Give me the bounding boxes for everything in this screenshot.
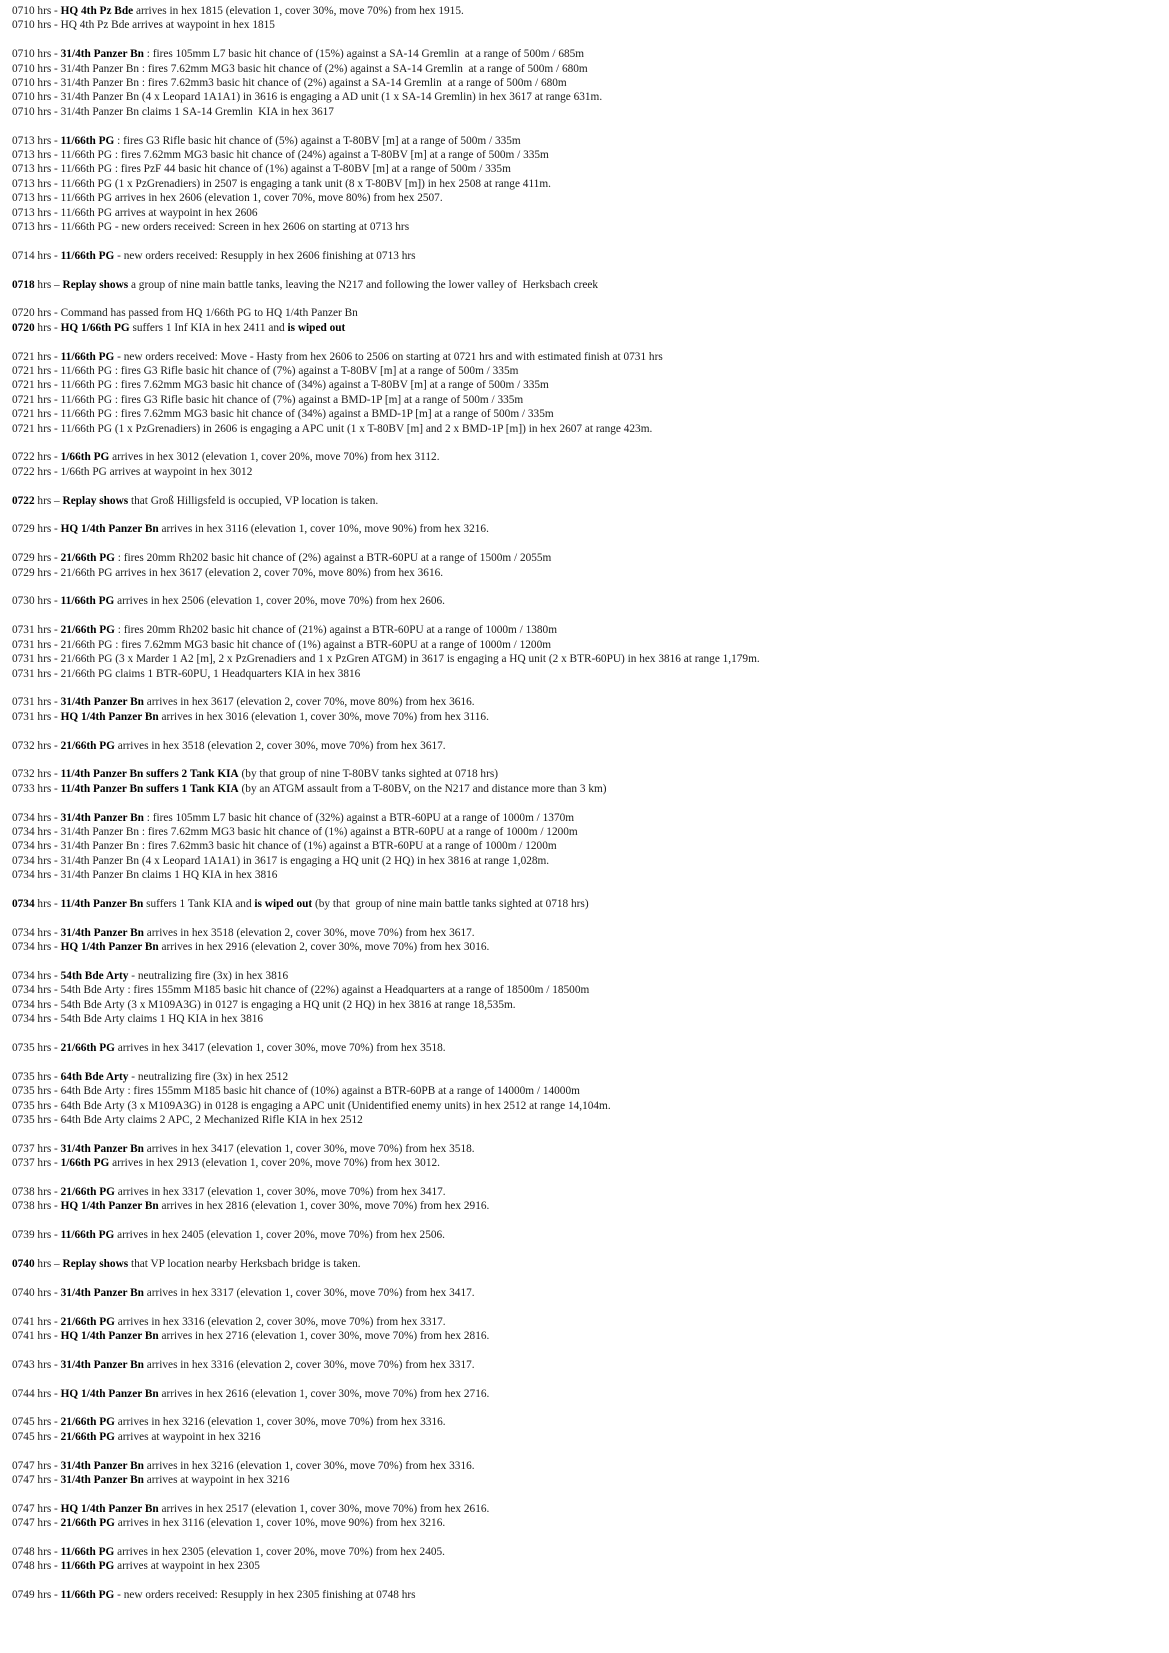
log-emphasis: HQ 1/66th PG [60,321,130,334]
log-entry-group [12,1041,1162,1055]
log-emphasis: 64th Bde Arty [60,1070,129,1083]
log-text: 0743 hrs - [12,1358,61,1371]
log-line [12,710,1162,724]
log-text: 0747 hrs - [12,1473,61,1486]
log-emphasis: 11/4th Panzer Bn suffers 1 Tank KIA [60,782,239,795]
log-line [12,623,1162,637]
log-text: 0740 hrs - [12,1286,61,1299]
log-entry-group [12,1257,1162,1271]
log-line [12,1228,1162,1242]
log-entry-group [12,969,1162,1027]
log-text: 0710 hrs - 31/4th Panzer Bn : fires 7.62mm MG3 basic hit chance of (2%) against a SA-14 Gremlin at a range of 500m / 680m [12,62,588,75]
log-text: suffers 1 Inf KIA in hex 2411 and [129,321,288,334]
log-text: 0720 hrs - Command has passed from HQ 1/66th PG to HQ 1/4th Panzer Bn [12,307,358,320]
log-text: 0741 hrs - [12,1329,61,1342]
log-entry-group [12,1185,1162,1214]
log-text: 0734 hrs - 31/4th Panzer Bn : fires 7.62mm MG3 basic hit chance of (1%) against a BTR-60PU at a range of 1000m / 1200m [12,825,578,838]
log-text: 0722 hrs - 1/66th PG arrives at waypoint in hex 3012 [12,465,253,478]
log-text: : fires 20mm Rh202 basic hit chance of (2%) against a BTR-60PU at a range of 1500m / 2055m [114,552,552,565]
log-entry-group [12,551,1162,580]
log-line [12,350,1162,364]
log-text: 0739 hrs - [12,1229,61,1242]
log-entry-group [12,134,1162,235]
log-text: - new orders received: Move - Hasty from hex 2606 to 2506 on starting at 0721 hrs and with estimated finish at 0731 hrs [114,350,663,363]
log-line [12,278,1162,292]
log-text: 0738 hrs - [12,1185,61,1198]
log-emphasis: 11/4th Panzer Bn [60,897,144,910]
log-emphasis: 31/4th Panzer Bn [60,1473,144,1486]
log-text: arrives at waypoint in hex 2305 [114,1560,260,1573]
log-line [12,162,1162,176]
log-line [12,90,1162,104]
log-text: : fires 105mm L7 basic hit chance of (32%) against a BTR-60PU at a range of 1000m / 1370m [143,811,575,824]
log-text: 0731 hrs - 21/66th PG (3 x Marder 1 A2 [m], 2 x PzGrenadiers and 1 x PzGren ATGM) in 3617 is engaging a HQ unit (2 x BTR-60PU) in hex 3816 at range 1,179m. [12,653,760,666]
log-text: 0730 hrs - [12,595,61,608]
log-line [12,422,1162,436]
log-emphasis: 31/4th Panzer Bn [60,1142,144,1155]
log-emphasis: 54th Bde Arty [60,969,129,982]
log-text: 0734 hrs - 31/4th Panzer Bn (4 x Leopard 1A1A1) in 3617 is engaging a HQ unit (2 HQ) in hex 3816 at range 1,028m. [12,854,550,867]
log-text: 0722 hrs - [12,451,61,464]
log-line [12,321,1162,335]
log-line [12,1257,1162,1271]
log-emphasis: 21/66th PG [60,1430,115,1443]
log-entry-group [12,4,1162,33]
log-text: 0713 hrs - 11/66th PG arrives at waypoint in hex 2606 [12,206,258,219]
log-text: 0735 hrs - 64th Bde Arty (3 x M109A3G) in 0128 is engaging a APC unit (Unidentified enemy units) in hex 2512 at range 14,104m. [12,1099,611,1112]
log-entry-group [12,811,1162,883]
log-line [12,1588,1162,1602]
log-entry-group [12,522,1162,536]
log-text: 0747 hrs - [12,1459,61,1472]
log-text: 0738 hrs - [12,1200,61,1213]
log-text: - neutralizing fire (3x) in hex 2512 [128,1070,289,1083]
log-text: arrives in hex 3316 (elevation 2, cover 30%, move 70%) from hex 3317. [143,1358,475,1371]
log-text: 0734 hrs - 54th Bde Arty (3 x M109A3G) in 0127 is engaging a HQ unit (2 HQ) in hex 3816 at range 18,535m. [12,998,516,1011]
log-entry-group [12,1502,1162,1531]
log-text: : fires 105mm L7 basic hit chance of (15%) against a SA-14 Gremlin at a range of 500m / 685m [143,48,585,61]
log-line [12,4,1162,18]
log-text: arrives in hex 3216 (elevation 1, cover 30%, move 70%) from hex 3316. [114,1416,446,1429]
log-text: hrs – [34,494,63,507]
log-text: 0731 hrs - [12,710,61,723]
log-line [12,1084,1162,1098]
log-entry-group [12,1588,1162,1602]
log-text: hrs – [34,1257,63,1270]
log-line [12,220,1162,234]
log-text: arrives in hex 3518 (elevation 2, cover 30%, move 70%) from hex 3617. [143,926,475,939]
log-text: arrives in hex 2916 (elevation 2, cover 30%, move 70%) from hex 3016. [158,941,490,954]
log-emphasis: 11/66th PG [60,1589,115,1602]
log-emphasis: 31/4th Panzer Bn [60,926,144,939]
log-entry-group [12,1286,1162,1300]
log-line [12,1329,1162,1343]
log-line [12,1286,1162,1300]
log-text: arrives in hex 3016 (elevation 1, cover 30%, move 70%) from hex 3116. [158,710,489,723]
log-text: 0735 hrs - [12,1041,61,1054]
log-emphasis: 11/66th PG [60,595,115,608]
log-emphasis: HQ 1/4th Panzer Bn [60,523,159,536]
log-text: 0732 hrs - [12,768,61,781]
log-line [12,825,1162,839]
log-line [12,667,1162,681]
log-text: 0734 hrs - 54th Bde Arty claims 1 HQ KIA in hex 3816 [12,1013,264,1026]
log-line [12,1113,1162,1127]
log-text: arrives at waypoint in hex 3216 [114,1430,261,1443]
log-line [12,638,1162,652]
log-emphasis: is wiped out [254,897,313,910]
log-text: 0710 hrs - [12,48,61,61]
log-text: 0729 hrs - [12,523,61,536]
log-text: 0731 hrs - 21/66th PG : fires 7.62mm MG3 basic hit chance of (1%) against a BTR-60PU at a range of 1000m / 1200m [12,638,552,651]
log-emphasis: 21/66th PG [60,1185,115,1198]
log-emphasis: HQ 1/4th Panzer Bn [60,710,159,723]
log-entry-group [12,47,1162,119]
log-text: 0710 hrs - HQ 4th Pz Bde arrives at waypoint in hex 1815 [12,19,275,32]
log-line [12,811,1162,825]
log-entry-group [12,594,1162,608]
log-entry-group [12,767,1162,796]
log-text: 0734 hrs - [12,969,61,982]
log-entry-group [12,306,1162,335]
log-text: a group of nine main battle tanks, leaving the N217 and following the lower valley of Herksbach creek [128,278,599,291]
log-emphasis: Replay shows [62,1257,129,1270]
log-line [12,983,1162,997]
log-text: 0737 hrs - [12,1142,61,1155]
log-text: 0710 hrs - 31/4th Panzer Bn : fires 7.62mm3 basic hit chance of (2%) against a SA-14 Gremlin at a range of 500m / 680m [12,77,567,90]
log-line [12,594,1162,608]
log-text: 0748 hrs - [12,1560,61,1573]
log-text: 0710 hrs - 31/4th Panzer Bn (4 x Leopard 1A1A1) in 3616 is engaging a AD unit (1 x SA-14 Gremlin) in hex 3617 at range 631m. [12,91,603,104]
log-text: 0721 hrs - 11/66th PG (1 x PzGrenadiers) in 2606 is engaging a APC unit (1 x T-80BV [m] and 2 x BMD-1P [m]) in hex 2607 at range 423m. [12,422,653,435]
log-text: : fires G3 Rifle basic hit chance of (5%) against a T-80BV [m] at a range of 500m / 335m [114,134,521,147]
log-text: 0732 hrs - [12,739,61,752]
log-line [12,1156,1162,1170]
log-emphasis: 0720 [12,321,35,334]
log-text: arrives in hex 2405 (elevation 1, cover 20%, move 70%) from hex 2506. [114,1229,445,1242]
log-text: arrives in hex 1815 (elevation 1, cover 30%, move 70%) from hex 1915. [133,5,464,17]
log-text: 0745 hrs - [12,1430,61,1443]
log-text: arrives at waypoint in hex 3216 [143,1473,290,1486]
log-line [12,652,1162,666]
log-emphasis: HQ 4th Pz Bde [60,5,134,17]
log-line [12,1012,1162,1026]
log-text: 0713 hrs - 11/66th PG : fires PzF 44 basic hit chance of (1%) against a T-80BV [m] at a range of 500m / 335m [12,163,511,176]
combat-log [12,4,1162,1617]
log-text: 0734 hrs - 31/4th Panzer Bn : fires 7.62mm3 basic hit chance of (1%) against a BTR-60PU at a range of 1000m / 1200m [12,840,557,853]
log-line [12,18,1162,32]
log-text: 0747 hrs - [12,1517,61,1530]
log-line [12,897,1162,911]
log-line [12,1142,1162,1156]
log-line [12,76,1162,90]
log-entry-group [12,249,1162,263]
log-text: 0731 hrs - [12,696,61,709]
log-emphasis: 31/4th Panzer Bn [60,811,144,824]
log-text: (by an ATGM assault from a T-80BV, on the N217 and distance more than 3 km) [238,782,607,795]
log-line [12,1516,1162,1530]
log-emphasis: 21/66th PG [60,739,115,752]
log-line [12,839,1162,853]
log-text: arrives in hex 3012 (elevation 1, cover 20%, move 70%) from hex 3112. [109,451,440,464]
log-text: arrives in hex 3116 (elevation 1, cover 10%, move 90%) from hex 3216. [158,523,489,536]
log-emphasis: 21/66th PG [60,1416,115,1429]
log-line [12,47,1162,61]
log-line [12,854,1162,868]
log-line [12,739,1162,753]
log-line [12,105,1162,119]
log-text: that VP location nearby Herksbach bridge is taken. [128,1257,361,1270]
log-text: 0721 hrs - [12,350,61,363]
log-text: 0734 hrs - [12,926,61,939]
log-line [12,1099,1162,1113]
log-line [12,1459,1162,1473]
log-text: 0714 hrs - [12,249,61,262]
log-text: 0735 hrs - 64th Bde Arty claims 2 APC, 2 Mechanized Rifle KIA in hex 2512 [12,1113,363,1126]
log-emphasis: 11/66th PG [60,1229,115,1242]
log-line [12,407,1162,421]
log-text: arrives in hex 2716 (elevation 1, cover 30%, move 70%) from hex 2816. [158,1329,490,1342]
log-line [12,306,1162,320]
log-entry-group [12,926,1162,955]
log-text: 0747 hrs - [12,1502,61,1515]
log-text: 0731 hrs - [12,624,61,637]
log-text: arrives in hex 3116 (elevation 1, cover 10%, move 90%) from hex 3216. [114,1517,446,1530]
log-entry-group [12,350,1162,436]
log-text: arrives in hex 3617 (elevation 2, cover 70%, move 80%) from hex 3616. [143,696,475,709]
log-text: 0749 hrs - [12,1589,61,1602]
log-line [12,1041,1162,1055]
log-line [12,522,1162,536]
log-line [12,1070,1162,1084]
log-line [12,566,1162,580]
log-line [12,62,1162,76]
log-line [12,148,1162,162]
log-text: - new orders received: Resupply in hex 2305 finishing at 0748 hrs [114,1589,416,1602]
log-entry-group [12,695,1162,724]
log-emphasis: 21/66th PG [60,1315,115,1328]
log-emphasis: 21/66th PG [60,1041,115,1054]
log-emphasis: HQ 1/4th Panzer Bn [60,1329,159,1342]
log-text: - new orders received: Resupply in hex 2606 finishing at 0713 hrs [114,249,416,262]
log-entry-group [12,739,1162,753]
log-emphasis: 21/66th PG [60,624,115,637]
log-text: 0729 hrs - 21/66th PG arrives in hex 3617 (elevation 2, cover 70%, move 80%) from hex 3616. [12,566,444,579]
log-text: 0713 hrs - 11/66th PG : fires 7.62mm MG3 basic hit chance of (24%) against a T-80BV [m] at a range of 500m / 335m [12,149,549,162]
log-text: 0748 hrs - [12,1545,61,1558]
log-text: (by that group of nine main battle tanks sighted at 0718 hrs) [312,897,589,910]
log-entry-group [12,897,1162,911]
log-text: 0721 hrs - 11/66th PG : fires G3 Rifle basic hit chance of (7%) against a BMD-1P [m] at a range of 500m / 335m [12,393,524,406]
log-line [12,1473,1162,1487]
log-text: suffers 1 Tank KIA and [143,897,255,910]
log-line [12,1415,1162,1429]
log-text: arrives in hex 2816 (elevation 1, cover 30%, move 70%) from hex 2916. [158,1200,490,1213]
log-text: arrives in hex 2517 (elevation 1, cover 30%, move 70%) from hex 2616. [158,1502,490,1515]
log-line [12,1358,1162,1372]
log-line [12,1559,1162,1573]
log-text: 0729 hrs - [12,552,61,565]
log-text: hrs – [34,278,63,291]
log-emphasis: 31/4th Panzer Bn [60,1459,144,1472]
log-line [12,1315,1162,1329]
log-emphasis: 21/66th PG [60,1517,115,1530]
log-text: 0731 hrs - 21/66th PG claims 1 BTR-60PU, 1 Headquarters KIA in hex 3816 [12,667,361,680]
log-emphasis: 21/66th PG [60,552,115,565]
log-emphasis: HQ 1/4th Panzer Bn [60,1387,159,1400]
log-text: 0734 hrs - [12,811,61,824]
log-text: 0721 hrs - 11/66th PG : fires 7.62mm MG3 basic hit chance of (34%) against a T-80BV [m] at a range of 500m / 335m [12,379,549,392]
log-text: arrives in hex 3216 (elevation 1, cover 30%, move 70%) from hex 3316. [143,1459,475,1472]
log-text: 0735 hrs - 64th Bde Arty : fires 155mm M185 basic hit chance of (10%) against a BTR-60PB at a range of 14000m / 14000m [12,1085,580,1098]
log-line [12,450,1162,464]
log-line [12,191,1162,205]
log-line [12,1502,1162,1516]
log-text: (by that group of nine T-80BV tanks sighted at 0718 hrs) [238,768,499,781]
log-emphasis: 31/4th Panzer Bn [60,1286,144,1299]
log-line [12,1430,1162,1444]
log-emphasis: Replay shows [62,278,129,291]
log-line [12,926,1162,940]
log-emphasis: 11/66th PG [60,1560,115,1573]
log-text: arrives in hex 3317 (elevation 1, cover 30%, move 70%) from hex 3417. [114,1185,446,1198]
log-entry-group [12,1070,1162,1128]
log-line [12,465,1162,479]
log-text: 0721 hrs - 11/66th PG : fires G3 Rifle basic hit chance of (7%) against a T-80BV [m] at a range of 500m / 335m [12,365,519,378]
log-text: arrives in hex 3417 (elevation 1, cover 30%, move 70%) from hex 3518. [114,1041,446,1054]
log-text: 0734 hrs - [12,941,61,954]
log-emphasis: 11/4th Panzer Bn suffers 2 Tank KIA [60,768,239,781]
log-entry-group [12,1358,1162,1372]
log-text: - neutralizing fire (3x) in hex 3816 [128,969,289,982]
log-text: 0721 hrs - 11/66th PG : fires 7.62mm MG3 basic hit chance of (34%) against a BMD-1P [m] at a range of 500m / 335m [12,408,554,421]
log-text: 0734 hrs - 31/4th Panzer Bn claims 1 HQ KIA in hex 3816 [12,869,278,882]
log-emphasis: 1/66th PG [60,451,110,464]
log-line [12,206,1162,220]
log-text: 0737 hrs - [12,1157,61,1170]
log-line [12,551,1162,565]
log-text: 0741 hrs - [12,1315,61,1328]
log-text: 0710 hrs - [12,5,61,17]
log-entry-group [12,1459,1162,1488]
log-emphasis: 11/66th PG [60,249,115,262]
log-emphasis: 0734 [12,897,35,910]
log-line [12,494,1162,508]
log-text: 0745 hrs - [12,1416,61,1429]
log-entry-group [12,623,1162,681]
log-line [12,364,1162,378]
log-emphasis: HQ 1/4th Panzer Bn [60,1502,159,1515]
log-emphasis: 11/66th PG [60,134,115,147]
log-emphasis: 0718 [12,278,35,291]
log-entry-group [12,1545,1162,1574]
log-emphasis: 0740 [12,1257,35,1270]
log-text: that Groß Hilligsfeld is occupied, VP location is taken. [128,494,379,507]
log-line [12,695,1162,709]
log-line [12,868,1162,882]
log-entry-group [12,494,1162,508]
log-emphasis: 11/66th PG [60,1545,115,1558]
log-line [12,767,1162,781]
log-entry-group [12,1315,1162,1344]
log-text: arrives in hex 2506 (elevation 1, cover 20%, move 70%) from hex 2606. [114,595,445,608]
log-emphasis: 31/4th Panzer Bn [60,48,144,61]
log-text: 0713 hrs - 11/66th PG arrives in hex 2606 (elevation 1, cover 70%, move 80%) from hex 2507. [12,192,443,205]
log-line [12,249,1162,263]
log-text: arrives in hex 3417 (elevation 1, cover 30%, move 70%) from hex 3518. [143,1142,475,1155]
log-text: 0713 hrs - 11/66th PG - new orders received: Screen in hex 2606 on starting at 0713 hrs [12,221,410,234]
log-text: arrives in hex 3316 (elevation 2, cover 30%, move 70%) from hex 3317. [114,1315,446,1328]
log-text: 0713 hrs - [12,134,61,147]
log-text: 0744 hrs - [12,1387,61,1400]
log-text: 0713 hrs - 11/66th PG (1 x PzGrenadiers) in 2507 is engaging a tank unit (8 x T-80BV [m]) in hex 2508 at range 411m. [12,177,551,190]
log-emphasis: HQ 1/4th Panzer Bn [60,1200,159,1213]
log-line [12,134,1162,148]
log-entry-group [12,278,1162,292]
log-entry-group [12,450,1162,479]
log-line [12,998,1162,1012]
log-line [12,1387,1162,1401]
log-entry-group [12,1228,1162,1242]
log-text: arrives in hex 2913 (elevation 1, cover 20%, move 70%) from hex 3012. [109,1157,440,1170]
log-text: arrives in hex 2616 (elevation 1, cover 30%, move 70%) from hex 2716. [158,1387,490,1400]
log-emphasis: 31/4th Panzer Bn [60,1358,144,1371]
log-text: hrs - [34,897,61,910]
log-line [12,177,1162,191]
log-text: 0735 hrs - [12,1070,61,1083]
log-text: hrs - [34,321,61,334]
log-line [12,378,1162,392]
log-text: : fires 20mm Rh202 basic hit chance of (21%) against a BTR-60PU at a range of 1000m / 1380m [114,624,557,637]
log-emphasis: HQ 1/4th Panzer Bn [60,941,159,954]
log-line [12,1185,1162,1199]
log-line [12,1545,1162,1559]
log-line [12,1199,1162,1213]
log-emphasis: is wiped out [287,321,346,334]
log-text: 0734 hrs - 54th Bde Arty : fires 155mm M185 basic hit chance of (22%) against a Headquarters at a range of 18500m / 18500m [12,984,590,997]
log-emphasis: 11/66th PG [60,350,115,363]
log-emphasis: 0722 [12,494,35,507]
log-line [12,940,1162,954]
log-text: 0733 hrs - [12,782,61,795]
log-text: arrives in hex 2305 (elevation 1, cover 20%, move 70%) from hex 2405. [114,1545,445,1558]
log-line [12,393,1162,407]
log-entry-group [12,1142,1162,1171]
log-emphasis: 31/4th Panzer Bn [60,696,144,709]
log-entry-group [12,1415,1162,1444]
log-emphasis: Replay shows [62,494,129,507]
log-text: 0710 hrs - 31/4th Panzer Bn claims 1 SA-14 Gremlin KIA in hex 3617 [12,105,334,118]
log-text: arrives in hex 3518 (elevation 2, cover 30%, move 70%) from hex 3617. [114,739,446,752]
log-entry-group [12,1387,1162,1401]
log-line [12,969,1162,983]
log-line [12,782,1162,796]
log-text: arrives in hex 3317 (elevation 1, cover 30%, move 70%) from hex 3417. [143,1286,475,1299]
log-emphasis: 1/66th PG [60,1157,110,1170]
